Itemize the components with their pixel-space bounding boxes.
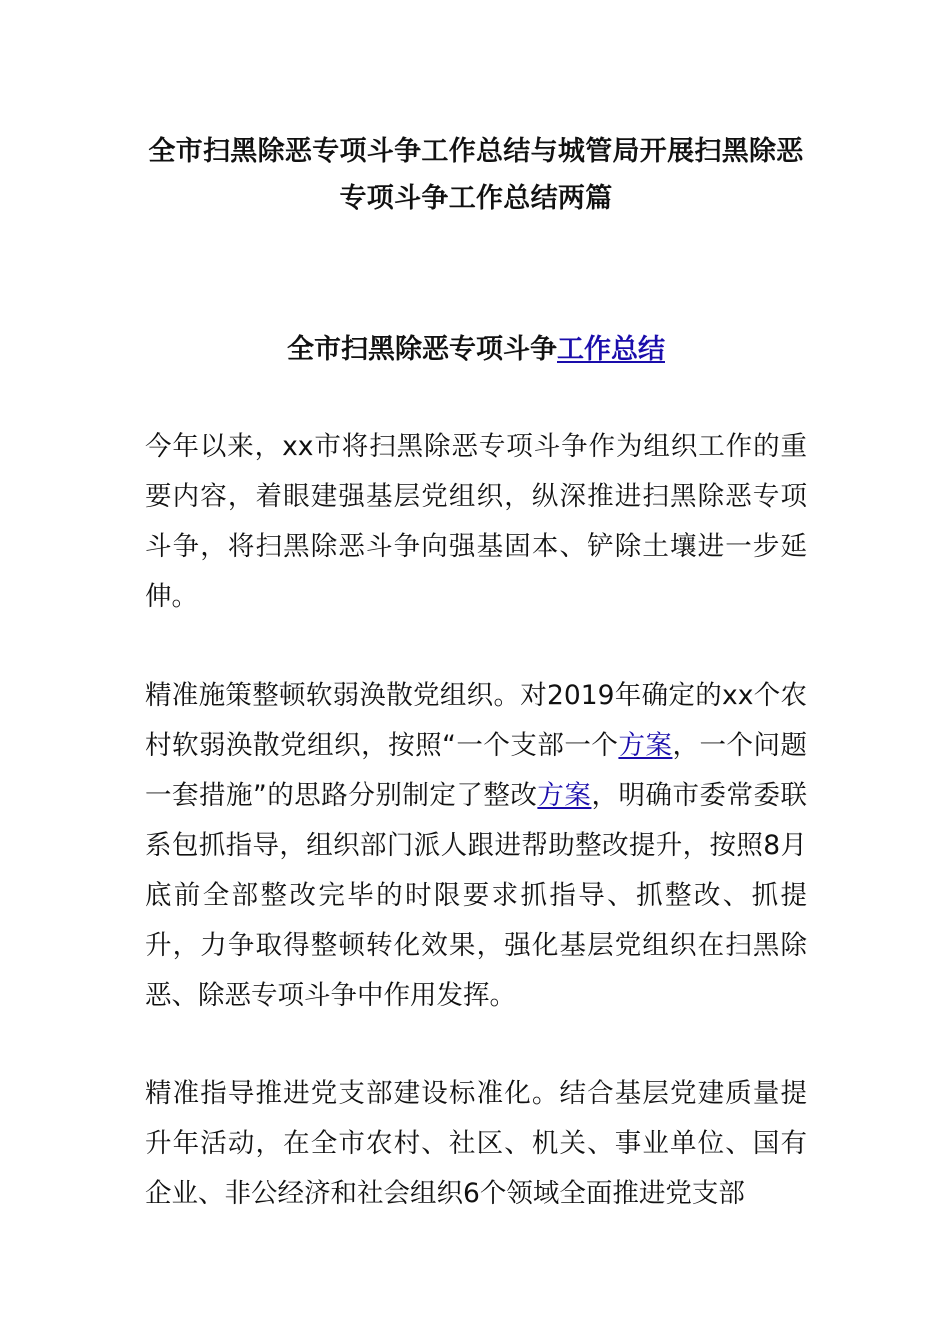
section-heading-text: 全市扫黑除恶专项斗争 xyxy=(287,334,557,365)
paragraph-text: ，明确市委常委联系包抓指导，组织部门派人跟进帮助整改提升，按照8月底前全部整改完毕的时限要求抓指导、抓整改、抓提升，力争取得整顿转化效果，强化基层党组织在扫黑除恶、除恶专项斗争中作用发挥。 xyxy=(145,780,808,1011)
section-heading-link[interactable]: 工作总结 xyxy=(557,334,665,365)
paragraph-intro: 今年以来，xx市将扫黑除恶专项斗争作为组织工作的重要内容，着眼建强基层党组织，纵深推进扫黑除恶专项斗争，将扫黑除恶斗争向强基固本、铲除土壤进一步延伸。 xyxy=(145,431,807,612)
paragraph-standardization: 精准指导推进党支部建设标准化。结合基层党建质量提升年活动，在全市农村、社区、机关、事业单位、国有企业、非公经济和社会组织6个领域全面推进党支部 xyxy=(145,1078,807,1209)
plan-link[interactable]: 方案 xyxy=(618,730,673,761)
paragraph-text: ，一个问题一套措施”的思路分别制定了整改 xyxy=(145,730,808,811)
paragraph-rectification xyxy=(145,671,807,1021)
paragraph-text: 精准施策整顿软弱涣散党组织。对2019年确定的xx个农村软弱涣散党组织，按照“一个支部一个 xyxy=(145,680,807,761)
document-title: 全市扫黑除恶专项斗争工作总结与城管局开展扫黑除恶专项斗争工作总结两篇 xyxy=(148,136,804,214)
plan-link[interactable]: 方案 xyxy=(537,780,592,811)
section-heading xyxy=(145,326,807,373)
